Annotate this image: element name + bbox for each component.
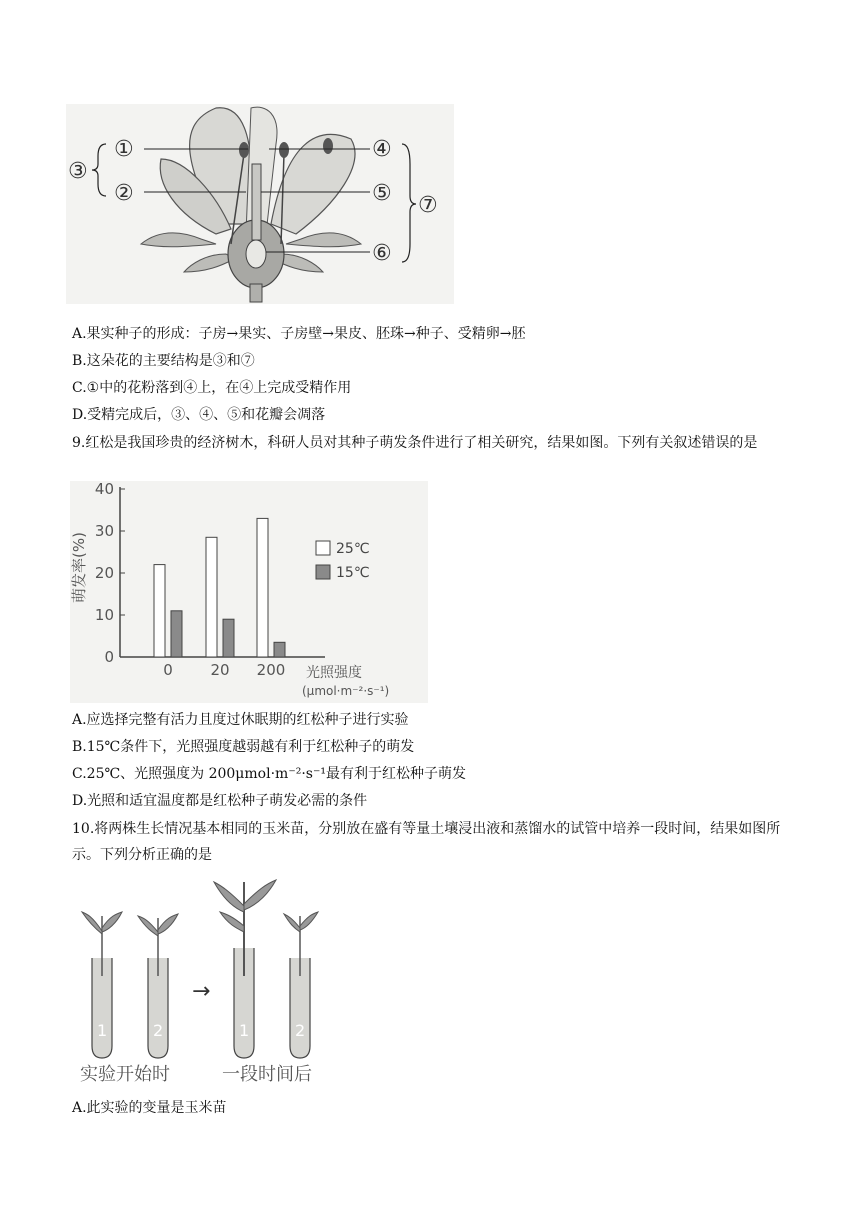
x-axis-label: 光照强度 bbox=[306, 665, 362, 681]
q9-option-b: B.15℃条件下，光照强度越弱越有利于红松种子的萌发 bbox=[72, 739, 415, 755]
q8-option-d: D.受精完成后，③、④、⑤和花瓣会凋落 bbox=[72, 407, 326, 423]
label-1: ① bbox=[114, 137, 134, 162]
seedling-drawing bbox=[72, 876, 332, 1086]
tube-2-label-after: 2 bbox=[295, 1021, 306, 1040]
bar-25℃-0 bbox=[154, 565, 165, 657]
flower-figure bbox=[66, 104, 454, 304]
legend-swatch-15 bbox=[316, 565, 330, 579]
label-2: ② bbox=[114, 181, 134, 206]
bar-25℃-20 bbox=[206, 537, 217, 657]
tube-1-label-start: 1 bbox=[97, 1021, 108, 1040]
x-axis-unit: (μmol·m⁻²·s⁻¹) bbox=[302, 684, 390, 698]
q8-option-b: B.这朵花的主要结构是③和⑦ bbox=[72, 353, 255, 369]
tube-2-start bbox=[138, 914, 178, 1058]
q10-stem: 10.将两株生长情况基本相同的玉米苗，分别放在盛有等量土壤浸出液和蒸馏水的试管中培养一段时间，结果如图所示。下列分析正确的是 bbox=[72, 821, 781, 863]
tube-1-after bbox=[214, 880, 276, 1058]
legend-swatch-25 bbox=[316, 541, 330, 555]
caption-after: 一段时间后 bbox=[222, 1064, 312, 1085]
tube-2-after bbox=[284, 912, 318, 1058]
x-tick-label: 20 bbox=[210, 661, 230, 679]
label-3: ③ bbox=[68, 159, 88, 184]
y-tick-label: 30 bbox=[94, 522, 114, 540]
germination-chart bbox=[70, 481, 428, 703]
bar-15℃-200 bbox=[274, 642, 285, 657]
q9-option-c: C.25℃、光照强度为 200μmol·m⁻²·s⁻¹最有利于红松种子萌发 bbox=[72, 766, 466, 782]
y-tick-label: 40 bbox=[94, 481, 114, 498]
label-7: ⑦ bbox=[418, 193, 438, 218]
arrow: → bbox=[192, 979, 211, 1004]
label-5: ⑤ bbox=[372, 181, 392, 206]
y-tick-label: 20 bbox=[94, 564, 114, 582]
tube-1-label-after: 1 bbox=[239, 1021, 250, 1040]
y-tick-label: 0 bbox=[104, 648, 114, 666]
label-4: ④ bbox=[372, 137, 392, 162]
legend-label-15: 15℃ bbox=[336, 565, 370, 581]
y-tick-label: 10 bbox=[94, 606, 114, 624]
bar-15℃-0 bbox=[171, 611, 182, 657]
caption-before: 实验开始时 bbox=[80, 1064, 170, 1085]
legend-label-25: 25℃ bbox=[336, 541, 370, 557]
tube-1-start bbox=[82, 912, 122, 1058]
y-axis-label: 萌发率(%) bbox=[70, 532, 88, 603]
tube-2-label-start: 2 bbox=[153, 1021, 164, 1040]
chart-svg bbox=[70, 481, 428, 703]
q8-option-c: C.①中的花粉落到④上，在④上完成受精作用 bbox=[72, 380, 352, 396]
q9-option-d: D.光照和适宜温度都是红松种子萌发必需的条件 bbox=[72, 793, 368, 809]
flower-drawing bbox=[66, 104, 454, 304]
q8-option-a: A.果实种子的形成：子房→果实、子房壁→果皮、胚珠→种子、受精卵→胚 bbox=[72, 326, 526, 342]
seedling-figure bbox=[72, 876, 332, 1086]
q9-stem: 9.红松是我国珍贵的经济树木，科研人员对其种子萌发条件进行了相关研究，结果如图。下列有关叙述错误的是 bbox=[72, 435, 758, 451]
bar-15℃-20 bbox=[223, 619, 234, 657]
q9-option-a: A.应选择完整有活力且度过休眠期的红松种子进行实验 bbox=[72, 712, 409, 728]
bar-25℃-200 bbox=[257, 518, 268, 657]
q10-option-a: A.此实验的变量是玉米苗 bbox=[72, 1100, 227, 1116]
label-6: ⑥ bbox=[372, 241, 392, 266]
x-tick-label: 0 bbox=[163, 661, 173, 679]
x-tick-label: 200 bbox=[256, 661, 286, 679]
